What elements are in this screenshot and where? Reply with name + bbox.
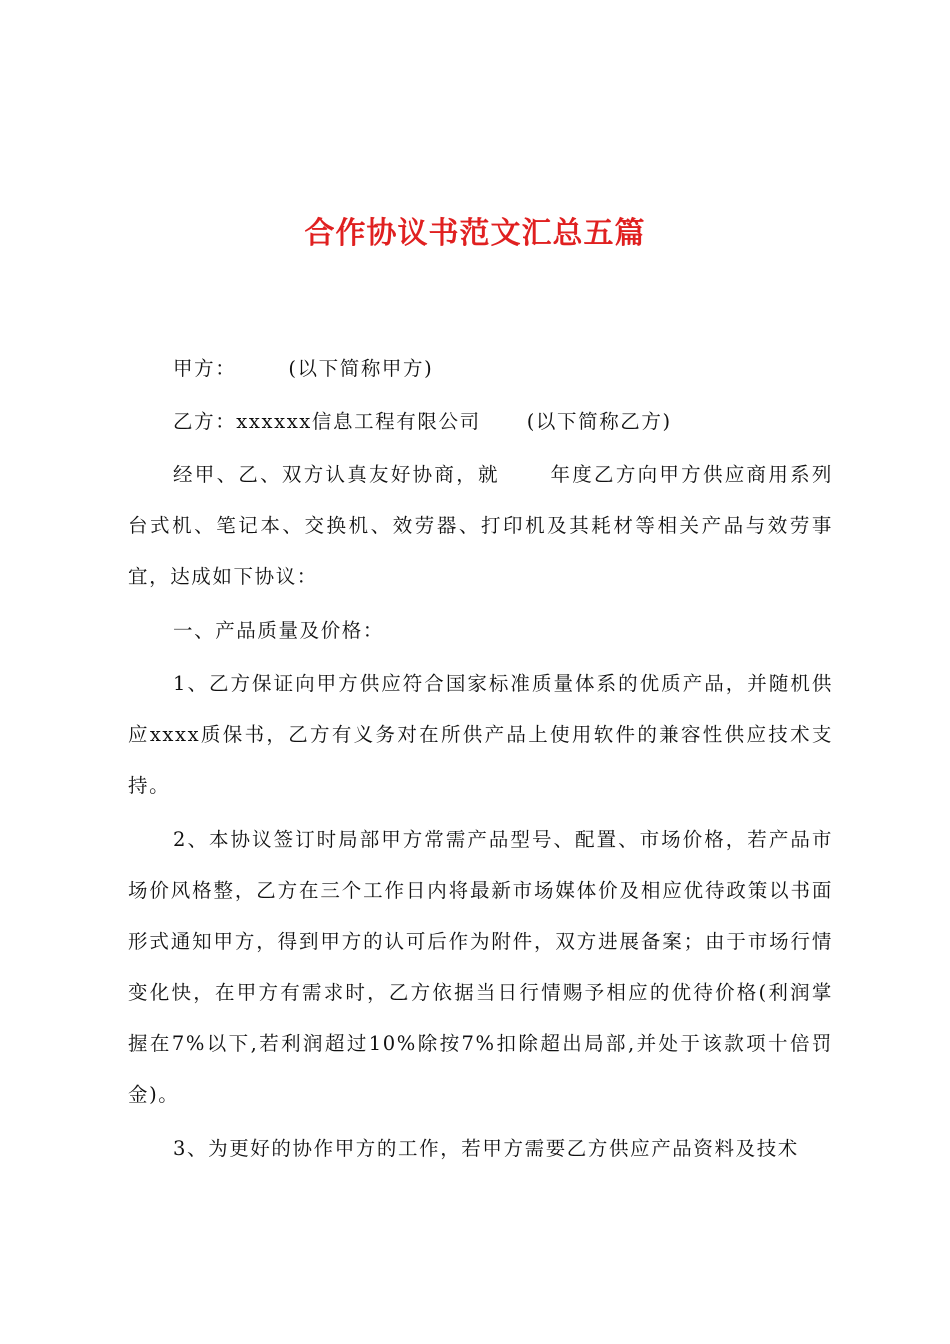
intro-part2: 年度乙方向甲方供应商用系列台式机、笔记本、交换机、效劳器、打印机及其耗材等相关产品与效劳事宜，达成如下协议： [128, 463, 833, 588]
party-a-label: 甲方： [173, 357, 237, 380]
document-title: 合作协议书范文汇总五篇 [304, 216, 646, 251]
section1-heading: 一、产品质量及价格： [173, 619, 385, 642]
intro-paragraph [128, 449, 833, 602]
party-b-note: (以下简称乙方) [526, 410, 672, 433]
clause-2: 2、本协议签订时局部甲方常需产品型号、配置、市场价格，若产品市场价风格整，乙方在三个工作日内将最新市场媒体价及相应优待政策以书面形式通知甲方，得到甲方的认可后作为附件，双方进展备案；由于市场行情变化快，在甲方有需求时，乙方依据当日行情赐予相应的优待价格(利润掌握在7%以下,若利润超过10%除按7%扣除超出局部,并处于该款项十倍罚金)。 [128, 828, 833, 1106]
party-a-line [128, 343, 833, 394]
party-b-line [128, 396, 833, 447]
clause-1: 1、乙方保证向甲方供应符合国家标准质量体系的优质产品，并随机供应xxxx质保书，乙方有义务对在所供产品上使用软件的兼容性供应技术支持。 [128, 672, 833, 797]
party-b-label: 乙方：xxxxxx信息工程有限公司 [173, 410, 481, 433]
party-a-note: (以下简称甲方) [288, 357, 434, 380]
intro-part1: 经甲、乙、双方认真友好协商，就 [173, 463, 500, 486]
clause-3: 3、为更好的协作甲方的工作，若甲方需要乙方供应产品资料及技术 [173, 1137, 799, 1160]
document-body [128, 343, 833, 1177]
